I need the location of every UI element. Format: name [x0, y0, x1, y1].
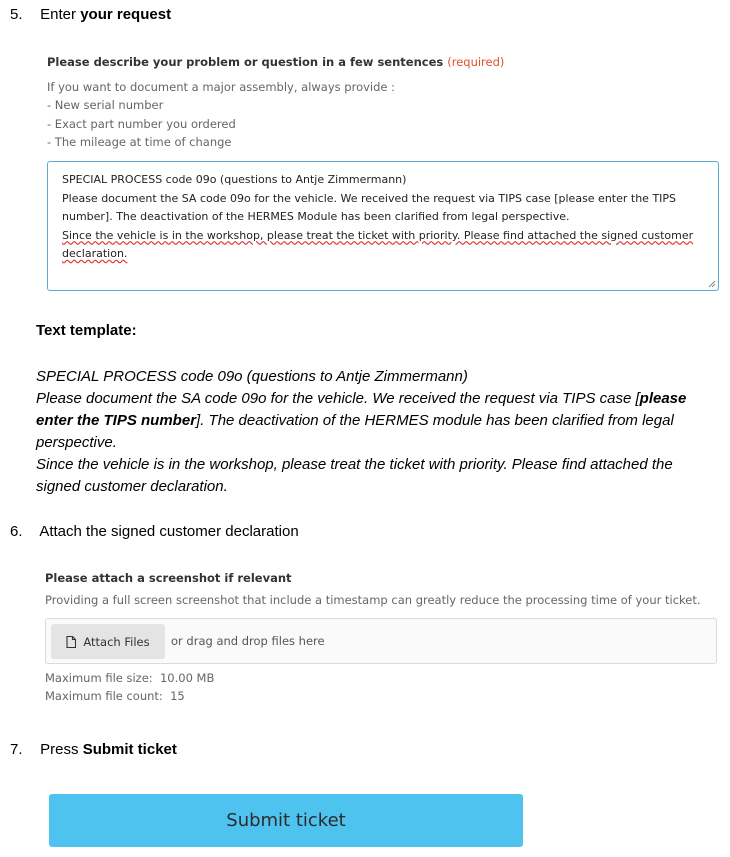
textarea-line: Since the vehicle is in the workshop, please treat the ticket with priority. Please find attached the signed customer	[62, 228, 694, 242]
request-label	[47, 55, 504, 69]
step-text: Attach the signed customer declaration	[39, 523, 299, 540]
step-number: 7.	[10, 741, 23, 758]
template-text-part: Please document the SA code 09o for the vehicle. We received the request via TIPS case [	[36, 390, 640, 407]
template-heading: Text template:	[36, 322, 137, 339]
request-label-text: Please describe your problem or question in a few sentences	[47, 55, 444, 69]
required-badge: (required)	[447, 55, 505, 69]
textarea-line: SPECIAL PROCESS code 09o (questions to Antje Zimmermann)	[62, 173, 407, 186]
drag-drop-hint: or drag and drop files here	[171, 634, 325, 648]
template-text	[36, 366, 696, 498]
help-item: - Exact part number you ordered	[47, 117, 236, 131]
template-placeholder: please enter the TIPS number	[36, 390, 687, 429]
template-text-part: ]. The deactivation of the HERMES module has been clarified from legal perspective.	[36, 412, 674, 451]
template-line	[36, 388, 696, 454]
step-text: Enter	[40, 6, 77, 23]
step-number: 6.	[10, 523, 23, 540]
template-line: Since the vehicle is in the workshop, please treat the ticket with priority. Please find attached the signed customer declaration.	[36, 456, 673, 495]
step-text-bold: your request	[80, 6, 172, 23]
max-file-count: Maximum file count: 15	[45, 689, 185, 703]
max-file-size: Maximum file size: 10.00 MB	[45, 671, 215, 685]
attach-files-label: Attach Files	[83, 634, 150, 649]
submit-ticket-button[interactable]: Submit ticket	[49, 794, 523, 847]
file-drop-zone[interactable]	[45, 618, 717, 664]
step-text-bold: Submit ticket	[82, 741, 177, 758]
step-5-heading	[10, 6, 171, 23]
step-6-heading	[10, 523, 299, 540]
template-line: SPECIAL PROCESS code 09o (questions to Antje Zimmermann)	[36, 368, 468, 385]
step-number: 5.	[10, 6, 23, 23]
attach-label: Please attach a screenshot if relevant	[45, 571, 292, 585]
file-icon	[66, 636, 76, 648]
textarea-line: number]. The deactivation of the HERMES Module has been clarified from legal perspective.	[62, 210, 570, 223]
attach-help: Providing a full screen screenshot that include a timestamp can greatly reduce the processing time of your ticket.	[45, 593, 701, 607]
request-textarea[interactable]	[47, 161, 719, 291]
textarea-line: Please document the SA code 09o for the vehicle. We received the request via TIPS case [please enter the TIPS	[62, 191, 677, 205]
help-item: - New serial number	[47, 98, 164, 112]
attach-files-button[interactable]	[51, 624, 165, 659]
step-7-heading	[10, 741, 177, 758]
help-item: - The mileage at time of change	[47, 135, 232, 149]
resize-handle-icon[interactable]	[708, 280, 716, 288]
step-text: Press	[40, 741, 79, 758]
help-intro: If you want to document a major assembly, always provide :	[47, 80, 396, 94]
textarea-line: declaration.	[62, 247, 128, 260]
